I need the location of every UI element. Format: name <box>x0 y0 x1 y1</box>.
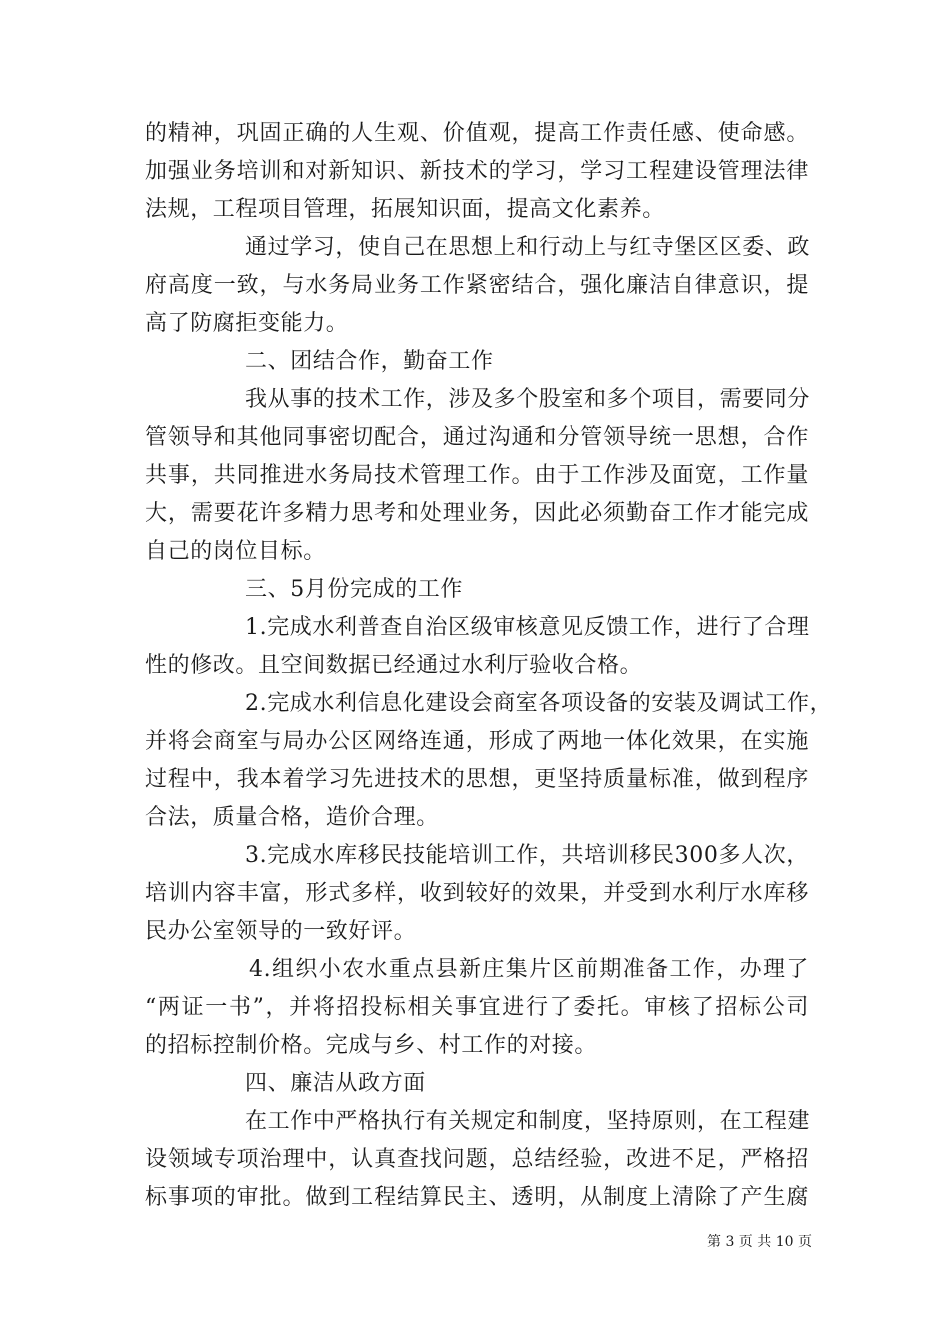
text-line: 府高度一致，与水务局业务工作紧密结合，强化廉洁自律意识，提 <box>145 273 809 298</box>
list-item-text: 1.完成水利普查自治区级审核意见反馈工作，进行了合理 <box>245 615 810 640</box>
text-line: 我从事的技术工作，涉及多个股室和多个项目，需要同分 <box>245 387 811 412</box>
text-line: 合法，质量合格，造价合理。 <box>145 805 439 830</box>
list-item-text: 3.完成水库移民技能培训工作，共培训移民300多人次， <box>245 843 809 868</box>
text-line: 法规，工程项目管理，拓展知识面，提高文化素养。 <box>145 197 665 222</box>
section-heading: 二、团结合作，勤奋工作 <box>245 349 494 374</box>
text-line: 共事，共同推进水务局技术管理工作。由于工作涉及面宽，工作量 <box>145 463 809 488</box>
text-line: 的招标控制价格。完成与乡、村工作的对接。 <box>145 1033 598 1058</box>
text-line: 设领域专项治理中，认真查找问题，总结经验，改进不足，严格招 <box>145 1147 809 1172</box>
section-heading: 四、廉洁从政方面 <box>245 1071 426 1096</box>
text-line: 培训内容丰富，形式多样，收到较好的效果，并受到水利厅水库移 <box>145 881 809 906</box>
section-heading: 三、5月份完成的工作 <box>245 577 463 602</box>
text-line: “两证一书”，并将招投标相关事宜进行了委托。审核了招标公司 <box>145 995 809 1020</box>
list-item-text: 4.组织小农水重点县新庄集片区前期准备工作，办理了 <box>249 957 809 982</box>
text-line: 管领导和其他同事密切配合，通过沟通和分管领导统一思想，合作 <box>145 425 809 450</box>
list-item-text: 2.完成水利信息化建设会商室各项设备的安装及调试工作， <box>245 691 833 716</box>
text-line: 在工作中严格执行有关规定和制度，坚持原则，在工程建 <box>245 1109 811 1134</box>
text-line: 性的修改。且空间数据已经通过水利厅验收合格。 <box>145 653 643 678</box>
text-line: 并将会商室与局办公区网络连通，形成了两地一体化效果，在实施 <box>145 729 809 754</box>
page-number-footer: 第 3 页 共 10 页 <box>707 1234 812 1250</box>
text-line: 加强业务培训和对新知识、新技术的学习，学习工程建设管理法律 <box>145 159 809 184</box>
text-line: 高了防腐拒变能力。 <box>145 311 349 336</box>
text-line: 的精神，巩固正确的人生观、价值观，提高工作责任感、使命感。 <box>145 121 809 146</box>
text-line: 标事项的审批。做到工程结算民主、透明，从制度上清除了产生腐 <box>145 1185 809 1210</box>
text-line: 通过学习，使自己在思想上和行动上与红寺堡区区委、政 <box>245 235 811 260</box>
text-line: 过程中，我本着学习先进技术的思想，更坚持质量标准，做到程序 <box>145 767 809 792</box>
text-line: 大，需要花许多精力思考和处理业务，因此必须勤奋工作才能完成 <box>145 501 809 526</box>
text-line: 民办公室领导的一致好评。 <box>145 919 417 944</box>
text-line: 自己的岗位目标。 <box>145 539 326 564</box>
